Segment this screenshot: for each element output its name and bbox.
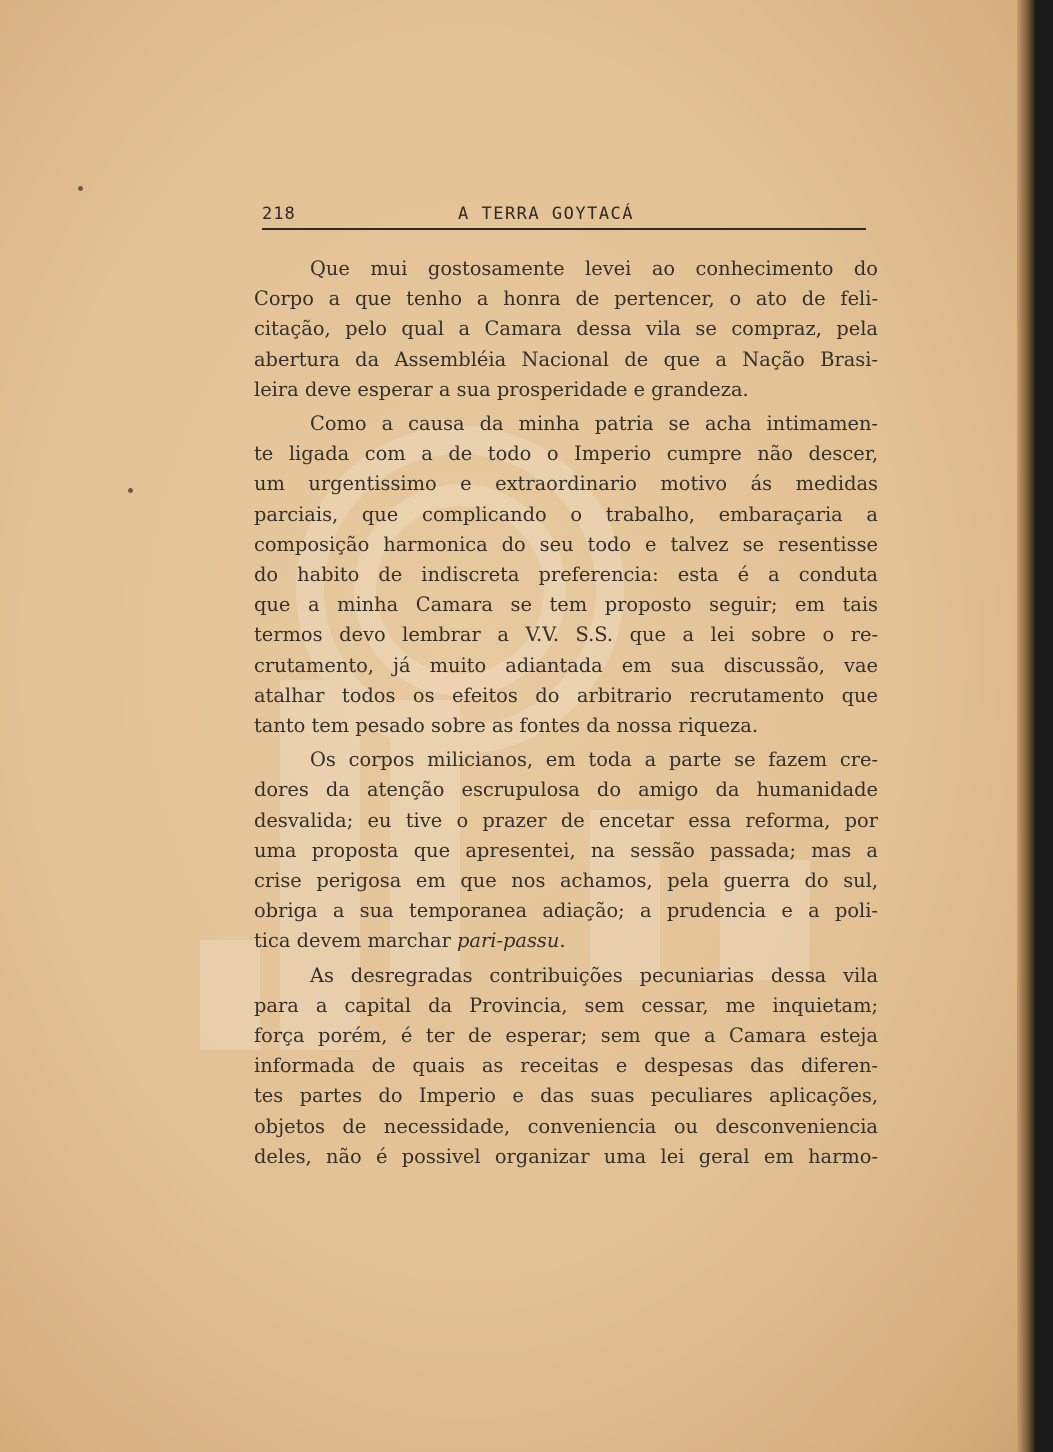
page-number: 218 <box>262 204 296 224</box>
paper-speck <box>78 186 83 191</box>
text-line: composição harmonica do seu todo e talvez se resentisse <box>254 532 878 556</box>
text-line: crise perigosa em que nos achamos, pela guerra do sul, <box>254 869 878 893</box>
text-line: força porém, é ter de esperar; sem que a Camara esteja <box>254 1024 878 1048</box>
italic-phrase: pari-passu <box>457 929 560 953</box>
page-edge-shadow <box>1017 0 1035 1452</box>
paragraph-4 <box>254 961 878 1172</box>
text-line: desvalida; eu tive o prazer de encetar essa reforma, por <box>254 808 878 832</box>
paragraph-2 <box>254 409 878 741</box>
text-line: obriga a sua temporanea adiação; a prudencia e a poli- <box>254 899 878 923</box>
text-line: atalhar todos os efeitos do arbitrario recrutamento que <box>254 683 878 707</box>
text-line: para a capital da Provincia, sem cessar, me inquietam; <box>254 993 878 1017</box>
text-line: tes partes do Imperio e das suas peculiares aplicações, <box>254 1084 878 1108</box>
text-line: leira deve esperar a sua prosperidade e grandeza. <box>254 377 749 401</box>
paragraph-1 <box>254 254 878 405</box>
text-line: objetos de necessidade, conveniencia ou desconveniencia <box>254 1114 878 1138</box>
text-line: tanto tem pesado sobre as fontes da nossa riqueza. <box>254 714 758 738</box>
text-line: Como a causa da minha patria se acha intimamen- <box>310 412 878 436</box>
text-line: do habito de indiscreta preferencia: esta é a conduta <box>254 563 878 587</box>
text-line: Que mui gostosamente levei ao conhecimento do <box>310 257 878 280</box>
text-line <box>254 926 878 956</box>
paper-speck <box>128 488 133 493</box>
text-line: informada de quais as receitas e despesas das diferen- <box>254 1054 878 1078</box>
text-line: crutamento, já muito adiantada em sua discussão, vae <box>254 653 878 677</box>
running-title: A TERRA GOYTACÁ <box>458 204 635 224</box>
text-line: As desregradas contribuições pecuniarias dessa vila <box>310 963 878 987</box>
paragraph-3 <box>254 745 878 956</box>
text-line: parciais, que complicando o trabalho, embaraçaria a <box>254 502 878 526</box>
text-line: dores da atenção escrupulosa do amigo da humanidade <box>254 778 878 802</box>
text-line: que a minha Camara se tem proposto seguir; em tais <box>254 593 878 617</box>
text-line: citação, pelo qual a Camara dessa vila se compraz, pela <box>254 317 878 341</box>
page-header <box>262 202 866 230</box>
text-line: um urgentissimo e extraordinario motivo ás medidas <box>254 472 878 496</box>
text-line: uma proposta que apresentei, na sessão passada; mas a <box>254 838 878 862</box>
text-line: termos devo lembrar a V.V. S.S. que a lei sobre o re- <box>254 623 878 647</box>
line-punctuation: . <box>559 929 566 953</box>
text-line: abertura da Assembléia Nacional de que a Nação Brasi- <box>254 347 878 371</box>
text-line: te ligada com a de todo o Imperio cumpre não descer, <box>254 442 878 466</box>
text-line: Corpo a que tenho a honra de pertencer, o ato de feli- <box>254 287 878 311</box>
text-line: Os corpos milicianos, em toda a parte se fazem cre- <box>310 748 878 772</box>
text-line-start: tica devem marchar <box>254 929 451 953</box>
body-text <box>254 254 878 1172</box>
text-line: deles, não é possivel organizar uma lei geral em harmo- <box>254 1144 878 1168</box>
